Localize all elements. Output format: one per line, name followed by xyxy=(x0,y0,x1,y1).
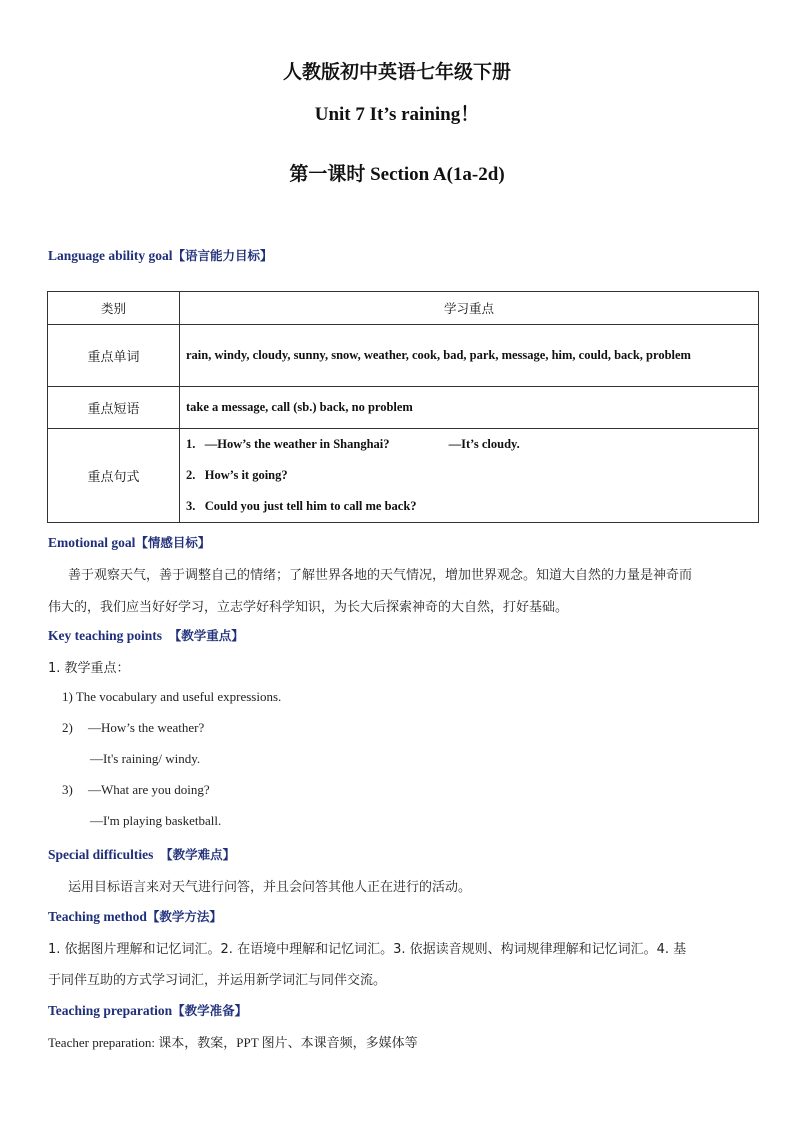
lesson-title: 第一课时 Section A(1a-2d) xyxy=(289,164,505,185)
method-heading-cn: 【教学方法】 xyxy=(146,909,222,924)
language-goal-heading xyxy=(48,246,273,264)
key-points-intro: 1. 教学重点： xyxy=(48,661,130,676)
table-row xyxy=(48,325,759,387)
sentence-item xyxy=(186,491,752,522)
sentence-answer: —It’s cloudy. xyxy=(448,437,520,451)
key-point-item-2-question: —How’s the weather? xyxy=(88,720,205,735)
sentence-item xyxy=(186,460,752,491)
key-point-item-1: 1) The vocabulary and useful expressions. xyxy=(62,689,282,704)
sentence-question: —How’s the weather in Shanghai? xyxy=(204,437,390,451)
unit-title: Unit 7 It’s raining！ xyxy=(314,104,480,125)
key-point-item-2-num: 2) xyxy=(62,720,73,735)
language-goal-heading-en: Language ability goal xyxy=(48,248,173,263)
sentence-number: 3. xyxy=(186,499,196,513)
key-point-item-3-num: 3) xyxy=(62,782,73,797)
table-row xyxy=(48,387,759,429)
row-content-words: rain, windy, cloudy, sunny, snow, weather, cook, bad, park, message, him, could, back, problem xyxy=(180,325,759,387)
sentence-number: 1. xyxy=(186,437,196,451)
preparation-heading xyxy=(48,1001,247,1019)
row-category: 重点短语 xyxy=(48,387,180,429)
emotional-goal-line-1: 善于观察天气，善于调整自己的情绪；了解世界各地的天气情况，增加世界观念。知道大自然的力量是神奇而 xyxy=(68,568,693,583)
method-heading xyxy=(48,907,222,925)
col-header-category: 类别 xyxy=(48,292,180,325)
row-content-phrases: take a message, call (sb.) back, no problem xyxy=(180,387,759,429)
key-point-item-3-answer: —I'm playing basketball. xyxy=(90,813,222,828)
emotional-goal-line-2: 伟大的，我们应当好好学习，立志学好科学知识，为长大后探索神奇的大自然，打好基础。 xyxy=(48,600,569,615)
method-line-1: 1. 依据图片理解和记忆词汇。2. 在语境中理解和记忆词汇。3. 依据读音规则、构词规律理解和记忆词汇。4. 基 xyxy=(48,942,687,957)
row-category: 重点句式 xyxy=(48,429,180,523)
sentence-question: How’s it going? xyxy=(204,468,288,482)
emotional-goal-heading-en: Emotional goal xyxy=(48,535,136,550)
emotional-goal-heading-cn: 【情感目标】 xyxy=(135,535,211,550)
table-row xyxy=(48,429,759,523)
key-points-heading xyxy=(48,626,244,644)
vocabulary-table xyxy=(47,291,759,523)
language-goal-heading-cn: 【语言能力目标】 xyxy=(172,248,273,263)
key-point-item-2-answer: —It's raining/ windy. xyxy=(90,751,201,766)
col-header-focus: 学习重点 xyxy=(180,292,759,325)
key-point-item-3-question: —What are you doing? xyxy=(88,782,210,797)
key-points-heading-en: Key teaching points xyxy=(48,628,163,643)
row-content-sentences xyxy=(180,429,759,523)
preparation-text: Teacher preparation: 课本，教案，PPT 图片、本课音频，多媒体等 xyxy=(48,1035,418,1050)
row-category: 重点单词 xyxy=(48,325,180,387)
preparation-heading-en: Teaching preparation xyxy=(48,1003,173,1018)
table-header-row xyxy=(48,292,759,325)
preparation-heading-cn: 【教学准备】 xyxy=(172,1003,248,1018)
sentence-item xyxy=(186,429,752,460)
method-heading-en: Teaching method xyxy=(48,909,147,924)
sentence-number: 2. xyxy=(186,468,196,482)
method-line-2: 于同伴互助的方式学习词汇，并运用新学词汇与同伴交流。 xyxy=(48,973,387,988)
book-title: 人教版初中英语七年级下册 xyxy=(282,62,511,83)
difficulties-heading xyxy=(48,845,235,863)
difficulties-text: 运用目标语言来对天气进行问答，并且会问答其他人正在进行的活动。 xyxy=(68,880,472,895)
difficulties-heading-cn: 【教学难点】 xyxy=(160,847,236,862)
sentence-question: Could you just tell him to call me back? xyxy=(204,499,417,513)
emotional-goal-heading xyxy=(48,533,210,551)
key-points-heading-cn: 【教学重点】 xyxy=(168,628,244,643)
difficulties-heading-en: Special difficulties xyxy=(48,847,154,862)
